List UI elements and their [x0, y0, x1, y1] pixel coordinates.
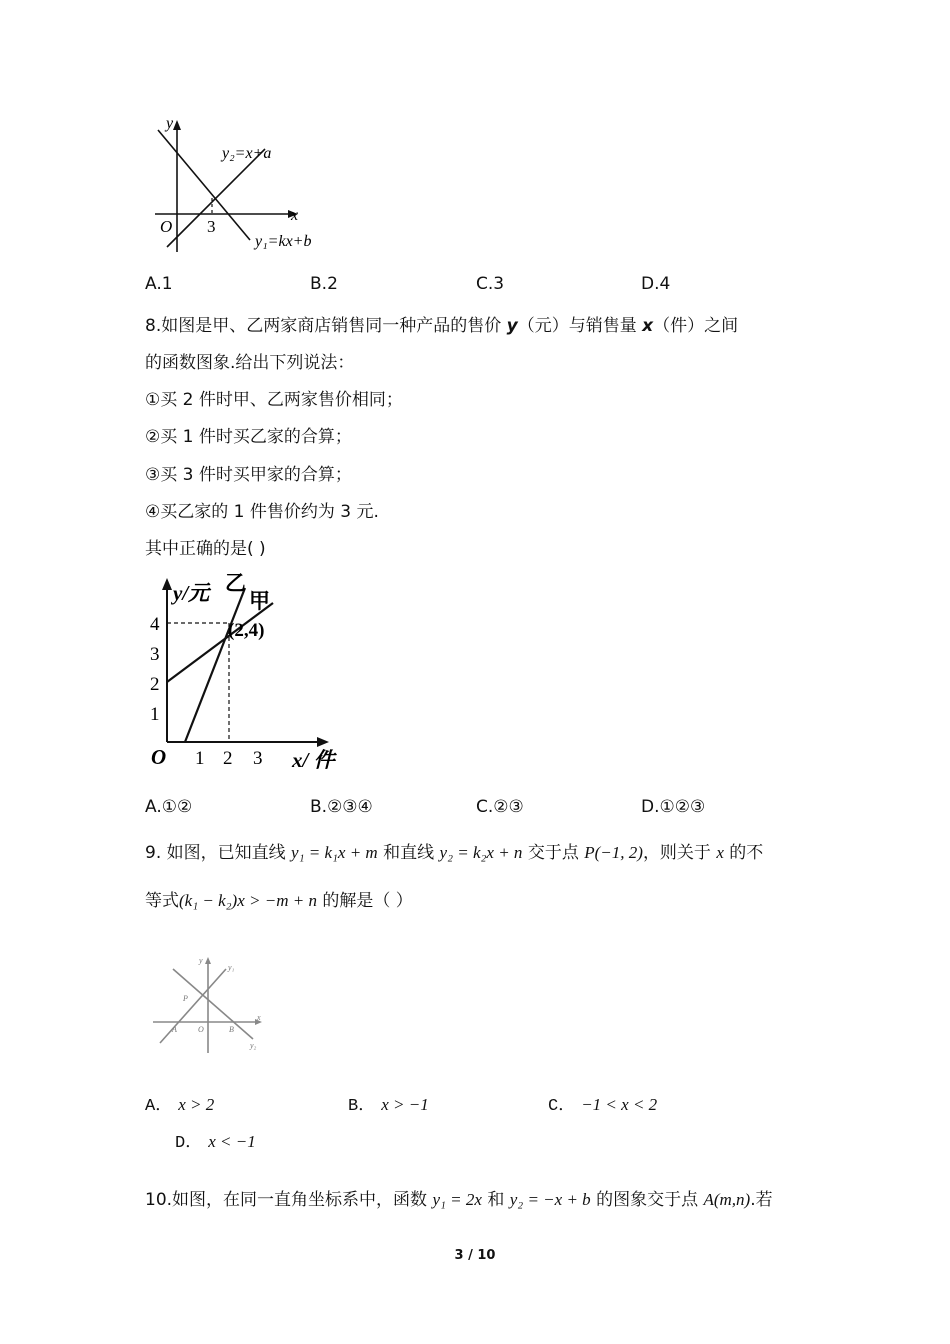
- q10-stem-line1: [145, 1185, 773, 1210]
- q9-point: P(−1, 2): [584, 843, 643, 862]
- q9-eq1: y₁ = k₁x + m: [291, 843, 378, 862]
- q7-line-y2: [167, 149, 265, 247]
- q8-statement-1: ①买 2 件时甲、乙两家售价相同；: [145, 390, 403, 410]
- q9-option-c-letter: C．: [548, 1097, 576, 1116]
- q8-y-tick-1: 1: [150, 704, 160, 725]
- q8-graph: [145, 570, 360, 780]
- q7-origin: O: [160, 217, 173, 236]
- q9-option-b-expr: x > −1: [381, 1095, 429, 1114]
- q9-option-a-letter: A．: [145, 1097, 173, 1116]
- q7-option-c[interactable]: C.3: [476, 274, 505, 294]
- q9-var: x: [716, 843, 724, 862]
- q10-suffix: .若: [750, 1190, 773, 1210]
- q7-line1-label: y₂=x+a: [222, 145, 272, 162]
- q8-y-tick-4: 4: [150, 614, 160, 635]
- q9-option-d-expr: x < −1: [208, 1132, 256, 1151]
- q8-x-tick-2: 2: [223, 748, 233, 769]
- q9-option-d[interactable]: [175, 1127, 256, 1153]
- q9-option-d-letter: D．: [175, 1134, 203, 1153]
- q8-y-arrow: [162, 578, 172, 590]
- q9-y2-label: y₂: [250, 1041, 257, 1050]
- q8-x-tick-1: 1: [195, 748, 205, 769]
- q9-y-label: y: [199, 956, 203, 965]
- q8-var-x: x: [642, 316, 654, 336]
- q8-stem-line1: [145, 311, 738, 336]
- q9-line2-suffix: 的解是（ ）: [316, 891, 413, 911]
- q8-statement-4: ④买乙家的 1 件售价约为 3 元.: [145, 502, 379, 522]
- q9-y1-label: y₁: [228, 963, 235, 972]
- q7-tick-3: 3: [207, 217, 216, 236]
- q8-option-d[interactable]: D.①②③: [641, 797, 706, 817]
- q9-prefix: 9. 如图，已知直线: [145, 843, 292, 863]
- q10-mid2: 的图象交于点: [590, 1190, 704, 1210]
- q8-origin: O: [151, 745, 167, 769]
- q9-stem-line2: [145, 886, 413, 911]
- q7-y-arrow: [173, 120, 181, 130]
- q8-x-axis-label: x/ 件: [292, 748, 335, 772]
- q10-f2: y₂ = −x + b: [509, 1190, 591, 1209]
- q10-f1: y₁ = 2x: [432, 1190, 482, 1209]
- q9-x-label: x: [257, 1013, 261, 1022]
- q7-graph: [150, 112, 340, 262]
- q8-stem-c: （件）之间: [653, 316, 739, 336]
- q9-option-c[interactable]: [548, 1090, 657, 1116]
- q7-line2-label: y₁=kx+b: [255, 233, 312, 250]
- q10-mid: 和: [481, 1190, 510, 1210]
- q9-mid2: 交于点: [522, 843, 585, 863]
- q9-a-label: A: [172, 1025, 177, 1034]
- q8-point-label: (2,4): [228, 620, 265, 641]
- q8-y-tick-3: 3: [150, 644, 160, 665]
- q8-option-a[interactable]: A.①②: [145, 797, 193, 817]
- q8-x-arrow: [317, 737, 329, 747]
- q9-eq2: y₂ = k₂x + n: [439, 843, 523, 862]
- q8-x-tick-3: 3: [253, 748, 263, 769]
- q7-x-label: x: [291, 207, 299, 224]
- q8-stem-b: （元）与销售量: [517, 316, 643, 336]
- q7-y-label: y: [166, 115, 174, 132]
- q10-prefix: 10.如图，在同一直角坐标系中，函数: [145, 1190, 433, 1210]
- q7-option-b[interactable]: B.2: [310, 274, 338, 294]
- q8-option-c[interactable]: C.②③: [476, 797, 524, 817]
- q9-line-y2: [173, 969, 253, 1039]
- q9-option-c-expr: −1 < x < 2: [581, 1095, 658, 1114]
- q9-o-label: O: [198, 1025, 204, 1034]
- q8-option-b[interactable]: B.②③④: [310, 797, 373, 817]
- q8-statement-3: ③买 3 件时买甲家的合算；: [145, 465, 352, 485]
- q9-b-label: B: [229, 1025, 234, 1034]
- q9-inequality: (k₁ − k₂)x > −m + n: [179, 891, 317, 910]
- q8-stem-a: 8.如图是甲、乙两家商店销售同一种产品的售价: [145, 316, 507, 336]
- q8-var-y: y: [506, 316, 518, 336]
- q9-stem-line1: [145, 838, 763, 863]
- q9-graph: [150, 953, 268, 1055]
- q8-question: 其中正确的是( ): [145, 539, 266, 559]
- q9-option-b-letter: B．: [348, 1097, 376, 1116]
- q7-option-a[interactable]: A.1: [145, 274, 173, 294]
- q9-line2-prefix: 等式: [145, 891, 179, 911]
- q8-line-jia-label: 甲: [249, 589, 270, 613]
- q8-stem-line2: 的函数图象.给出下列说法：: [145, 353, 355, 373]
- q9-option-b[interactable]: [348, 1090, 429, 1116]
- q9-option-a[interactable]: [145, 1090, 214, 1116]
- q9-y-arrow: [205, 957, 211, 964]
- page-number: 3 / 10: [454, 1248, 496, 1263]
- q9-mid3: ，则关于: [642, 843, 717, 863]
- q7-option-d[interactable]: D.4: [641, 274, 671, 294]
- q9-option-a-expr: x > 2: [178, 1095, 215, 1114]
- q9-end1: 的不: [723, 843, 764, 863]
- q10-point: A(m,n): [703, 1190, 751, 1209]
- q9-p-label: P: [183, 994, 188, 1003]
- q9-mid1: 和直线: [377, 843, 440, 863]
- q8-line-yi-label: 乙: [225, 571, 246, 595]
- q8-line-jia: [167, 603, 273, 682]
- q8-y-axis-label: y/元: [173, 581, 210, 605]
- q8-line-yi: [185, 588, 245, 742]
- q8-y-tick-2: 2: [150, 674, 160, 695]
- q8-statement-2: ②买 1 件时买乙家的合算；: [145, 427, 352, 447]
